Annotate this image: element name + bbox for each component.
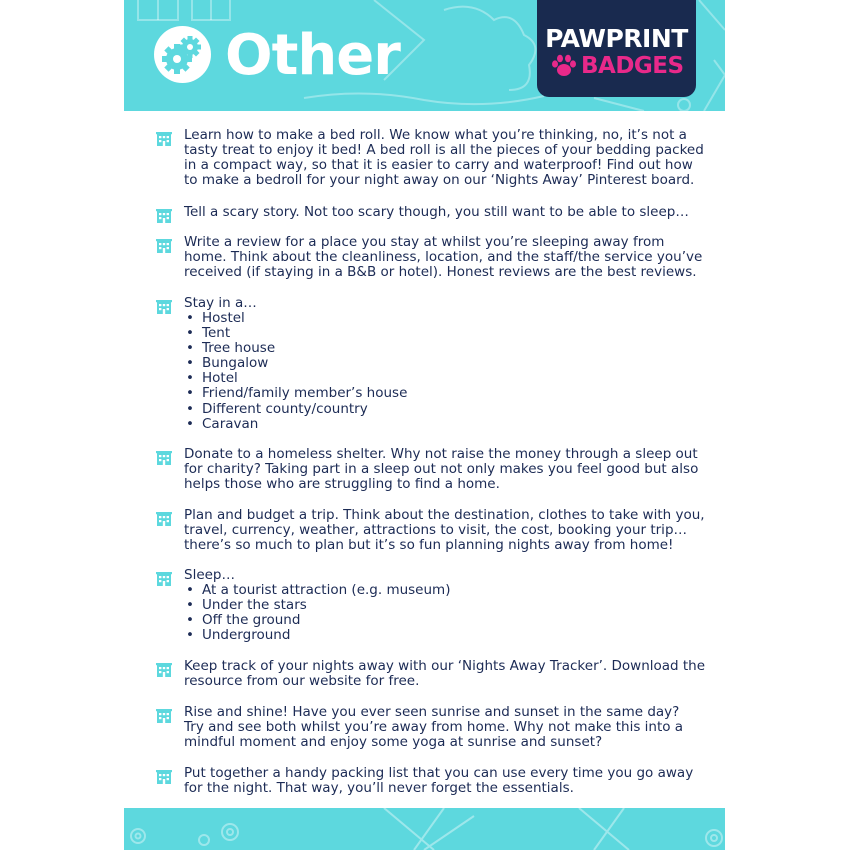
logo-wordmark-top: PAWPRINT [545, 24, 688, 53]
paw-icon [551, 54, 577, 78]
bullet-item: • At a tourist attraction (e.g. museum) [184, 583, 450, 598]
item-line: tasty treat to enjoy it bed! A bed roll is all the pieces of your bedding packed [184, 142, 704, 158]
item-line: Tell a scary story. Not too scary though, you still want to be able to sleep… [184, 204, 689, 220]
bullet-item: • Tent [184, 326, 407, 341]
item-line: home. Think about the cleanliness, location, and the staff/the service you’ve [184, 249, 703, 265]
bullet-item: • Caravan [184, 417, 407, 432]
item-line: Rise and shine! Have you ever seen sunrise and sunset in the same day? [184, 704, 680, 720]
bullet-list [184, 583, 450, 643]
building-icon [156, 571, 172, 587]
page-title: Other [225, 23, 400, 88]
logo-badges-text: BADGES [581, 53, 684, 79]
bullet-item: • Bungalow [184, 356, 407, 371]
item-line: Try and see both whilst you’re away from home. Why not make this into a [184, 719, 684, 735]
bullet-item: • Hotel [184, 371, 407, 386]
item-line: to make a bedroll for your night away on our ‘Nights Away’ Pinterest board. [184, 172, 695, 188]
building-icon [156, 238, 172, 254]
item-line: travel, currency, weather, attractions to visit, the cost, booking your trip… [184, 522, 688, 538]
item-line: for charity? Taking part in a sleep out not only makes you feel good but also [184, 461, 699, 477]
bullet-item: • Underground [184, 628, 450, 643]
item-line: in a compact way, so that it is easier to carry and waterproof! Find out how [184, 157, 693, 173]
item-line: Keep track of your nights away with our ‘Nights Away Tracker’. Download the [184, 658, 706, 674]
building-icon [156, 769, 172, 785]
bullet-list [184, 311, 407, 432]
item-line: received (if staying in a B&B or hotel). Honest reviews are the best reviews. [184, 264, 697, 280]
bullet-item: • Tree house [184, 341, 407, 356]
bullet-item: • Hostel [184, 311, 407, 326]
building-icon [156, 131, 172, 147]
building-icon [156, 450, 172, 466]
footer-decoration-icon [124, 808, 725, 850]
item-line: helps those who are struggling to find a home. [184, 476, 500, 492]
logo-wordmark-bottom [551, 52, 691, 80]
building-icon [156, 662, 172, 678]
item-line: for the night. That way, you’ll never forget the essentials. [184, 780, 574, 796]
item-line: Stay in a… [184, 295, 257, 311]
building-icon [156, 208, 172, 224]
item-line: Learn how to make a bed roll. We know what you’re thinking, no, it’s not a [184, 127, 687, 143]
item-line: Plan and budget a trip. Think about the destination, clothes to take with you, [184, 507, 705, 523]
pawprint-badges-logo [537, 0, 696, 97]
footer-banner [124, 808, 725, 850]
bullet-item: • Under the stars [184, 598, 450, 613]
bullet-item: • Off the ground [184, 613, 450, 628]
item-line: Sleep… [184, 567, 236, 583]
header-banner [124, 0, 725, 111]
gears-icon [154, 26, 211, 83]
item-line: Put together a handy packing list that you can use every time you go away [184, 765, 694, 781]
building-icon [156, 708, 172, 724]
bullet-item: • Friend/family member’s house [184, 386, 407, 401]
badge-sheet [124, 0, 725, 850]
item-line: resource from our website for free. [184, 673, 420, 689]
building-icon [156, 511, 172, 527]
building-icon [156, 299, 172, 315]
item-line: there’s so much to plan but it’s so fun planning nights away from home! [184, 537, 674, 553]
item-line: Write a review for a place you stay at whilst you’re sleeping away from [184, 234, 665, 250]
item-line: Donate to a homeless shelter. Why not raise the money through a sleep out [184, 446, 698, 462]
item-line: mindful moment and enjoy some yoga at sunrise and sunset? [184, 734, 603, 750]
bullet-item: • Different county/country [184, 402, 407, 417]
gears-badge [154, 26, 211, 83]
